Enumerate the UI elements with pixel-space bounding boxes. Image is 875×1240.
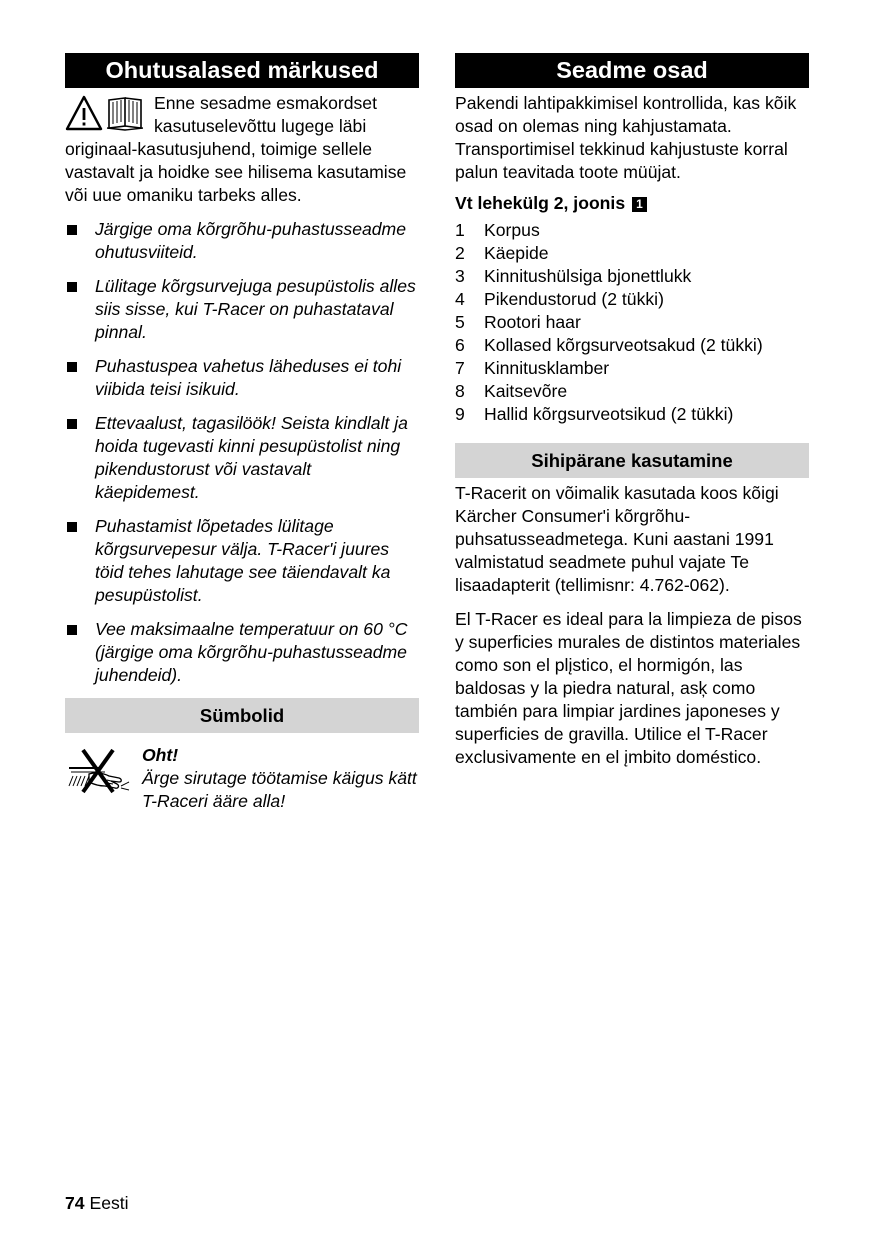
warning-manual-icon bbox=[65, 94, 147, 134]
symbols-heading: Sümbolid bbox=[65, 698, 419, 733]
danger-description: Ärge sirutage töötamise käigus kätt T-Raceri ääre alla! bbox=[142, 768, 417, 811]
right-column bbox=[455, 53, 809, 769]
bullet-square-icon bbox=[67, 625, 77, 635]
page-number: 74 bbox=[65, 1193, 85, 1213]
list-item: 5 Rootori haar bbox=[455, 312, 581, 332]
list-item: Lülitage kõrgsurvejuga pesupüstolis alles siis sisse, kui T-Racer on puhastataval pinnal. bbox=[65, 275, 419, 344]
list-item: 2 Käepide bbox=[455, 243, 549, 263]
parts-list bbox=[455, 219, 809, 426]
figure-reference-label: Vt lehekülg 2, joonis bbox=[455, 193, 626, 213]
list-item: 8 Kaitsevõre bbox=[455, 381, 568, 401]
list-item: 3 Kinnitushülsiga bjonettlukk bbox=[455, 266, 692, 286]
footer-language: Eesti bbox=[89, 1193, 129, 1213]
danger-title: Oht! bbox=[142, 745, 179, 765]
figure-reference bbox=[455, 192, 809, 215]
list-item: 6 Kollased kõrgsurveotsakud (2 tükki) bbox=[455, 335, 763, 355]
list-item: Ettevaalust, tagasilöök! Seista kindlalt ja hoida tugevasti kinni pesupüstolist ning pikendustorust või vastavalt käepidemest. bbox=[65, 412, 419, 504]
safety-list bbox=[65, 218, 419, 687]
bullet-square-icon bbox=[67, 522, 77, 532]
safety-heading: Ohutusalased märkused bbox=[65, 53, 419, 88]
list-item: 7 Kinnitusklamber bbox=[455, 358, 610, 378]
list-item: Järgige oma kõrgrõhu-puhastusseadme ohutusviiteid. bbox=[65, 218, 419, 264]
list-item: Puhastuspea vahetus läheduses ei tohi viibida teisi isikuid. bbox=[65, 355, 419, 401]
list-item: 1 Korpus bbox=[455, 220, 540, 240]
hand-danger-icon bbox=[67, 746, 131, 796]
bullet-square-icon bbox=[67, 362, 77, 372]
bullet-square-icon bbox=[67, 225, 77, 235]
parts-heading: Seadme osad bbox=[455, 53, 809, 88]
parts-intro: Pakendi lahtipakkimisel kontrollida, kas kõik osad on olemas ning kahjustamata. Transportimisel tekkinud kahjustuste korral palun teavitada toote müüjat. bbox=[455, 93, 797, 182]
intended-use-paragraph-2: El T-Racer es ideal para la limpieza de pisos y superficies murales de distintos materiales como son el plįstico, el hormigón, las baldosas y la piedra natural, asķ como también para limpiar jardines japoneses y superficies de gravilla. Utilice el T-Racer exclusivamente en el įmbito doméstico. bbox=[455, 609, 802, 767]
safety-intro bbox=[65, 92, 419, 207]
bullet-square-icon bbox=[67, 282, 77, 292]
intended-use-paragraph-1: T-Racerit on võimalik kasutada koos kõigi Kärcher Consumer'i kõrgrõhu-puhsatusseadmetega. Kuni aastani 1991 valmistatud seadmete puhul vajate Te lisaadapterit (tellimisnr: 4.762-062). bbox=[455, 483, 779, 595]
danger-symbol-text bbox=[142, 744, 422, 813]
page-footer bbox=[65, 1192, 129, 1215]
danger-symbol-block bbox=[65, 744, 419, 824]
left-column bbox=[65, 53, 419, 824]
figure-number-badge: 1 bbox=[632, 197, 647, 212]
bullet-square-icon bbox=[67, 419, 77, 429]
list-item: 9 Hallid kõrgsurveotsikud (2 tükki) bbox=[455, 404, 734, 424]
list-item: 4 Pikendustorud (2 tükki) bbox=[455, 289, 664, 309]
intended-use-heading: Sihipärane kasutamine bbox=[455, 443, 809, 478]
list-item: Vee maksimaalne temperatuur on 60 °C (järgige oma kõrgrõhu-puhastusseadme juhendeid). bbox=[65, 618, 419, 687]
list-item: Puhastamist lõpetades lülitage kõrgsurvepesur välja. T-Racer'i juures töid tehes lahutage see täiendavalt ka pesupüstolist. bbox=[65, 515, 419, 607]
safety-intro-text: Enne sesadme esmakordset kasutuselevõttu lugege läbi originaal-kasutusjuhend, toimige sellele vastavalt ja hoidke see hilisema kasutamise või uue omaniku tarbeks alles. bbox=[65, 93, 407, 205]
